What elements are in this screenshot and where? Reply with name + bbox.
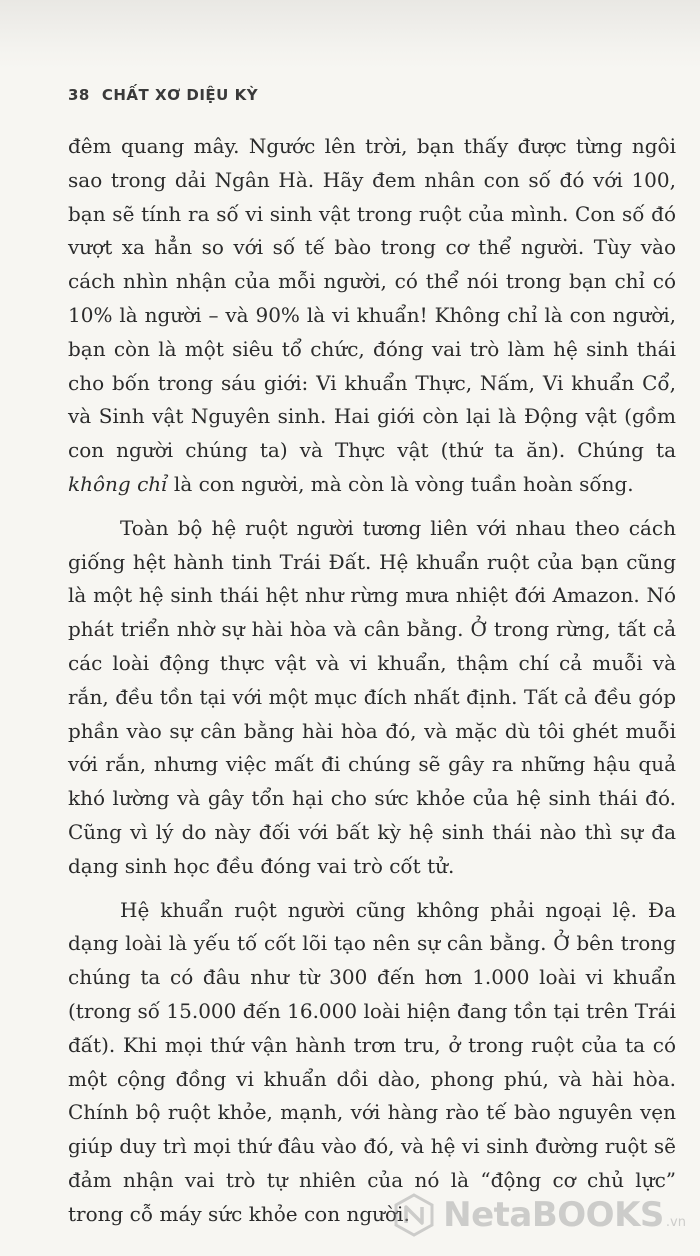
- watermark-brand: NetaBOOKS: [443, 1195, 664, 1235]
- paragraph-1: [68, 130, 676, 502]
- paragraph-1-emphasis: không chỉ: [68, 471, 168, 496]
- neta-logo-icon: [391, 1192, 437, 1238]
- page-number: 38: [68, 86, 90, 104]
- watermark-suffix: .vn: [665, 1215, 686, 1230]
- body-text: [68, 130, 676, 1242]
- watermark: [391, 1192, 686, 1238]
- page-top-shadow: [0, 0, 700, 70]
- paragraph-2: Toàn bộ hệ ruột người tương liên với nhau theo cách giống hệt hành tinh Trái Đất. Hệ khuẩn ruột của bạn cũng là một hệ sinh thái hệt như rừng mưa nhiệt đới Amazon. Nó phát triển nhờ sự hài hòa và cân bằng. Ở trong rừng, tất cả các loài động thực vật và vi khuẩn, thậm chí cả muỗi và rắn, đều tồn tại với một mục đích nhất định. Tất cả đều góp phần vào sự cân bằng hài hòa đó, và mặc dù tôi ghét muỗi với rắn, nhưng việc mất đi chúng sẽ gây ra những hậu quả khó lường và gây tổn hại cho sức khỏe của hệ sinh thái đó. Cũng vì lý do này đối với bất kỳ hệ sinh thái nào thì sự đa dạng sinh học đều đóng vai trò cốt tử.: [68, 515, 676, 878]
- paragraph-1-text-end: là con người, mà còn là vòng tuần hoàn sống.: [167, 471, 634, 496]
- paragraph-3: Hệ khuẩn ruột người cũng không phải ngoại lệ. Đa dạng loài là yếu tố cốt lõi tạo nên sự cân bằng. Ở bên trong chúng ta có đâu như từ 300 đến hơn 1.000 loài vi khuẩn (trong số 15.000 đến 16.000 loài hiện đang tồn tại trên Trái đất). Khi mọi thứ vận hành trơn tru, ở trong ruột của ta có một cộng đồng vi khuẩn dồi dào, phong phú, và hài hòa. Chính bộ ruột khỏe, mạnh, với hàng rào tế bào nguyên vẹn giúp duy trì mọi thứ đâu vào đó, và hệ vi sinh đường ruột sẽ đảm nhận vai trò tự nhiên của nó là “động cơ chủ lực” trong cỗ máy sức khỏe con người.: [68, 897, 676, 1226]
- running-title: CHẤT XƠ DIỆU KỲ: [101, 86, 259, 104]
- running-header: [68, 86, 258, 104]
- paragraph-1-text: đêm quang mây. Ngước lên trời, bạn thấy được từng ngôi sao trong dải Ngân Hà. Hãy đem nhân con số đó với 100, bạn sẽ tính ra số vi sinh vật trong ruột của mình. Con số đó vượt xa hẳn so với số tế bào trong cơ thể người. Tùy vào cách nhìn nhận của mỗi người, có thể nói trong bạn chỉ có 10% là người – và 90% là vi khuẩn! Không chỉ là con người, bạn còn là một siêu tổ chức, đóng vai trò làm hệ sinh thái cho bốn trong sáu giới: Vi khuẩn Thực, Nấm, Vi khuẩn Cổ, và Sinh vật Nguyên sinh. Hai giới còn lại là Động vật (gồm con người chúng ta) và Thực vật (thứ ta ăn). Chúng ta: [68, 134, 676, 463]
